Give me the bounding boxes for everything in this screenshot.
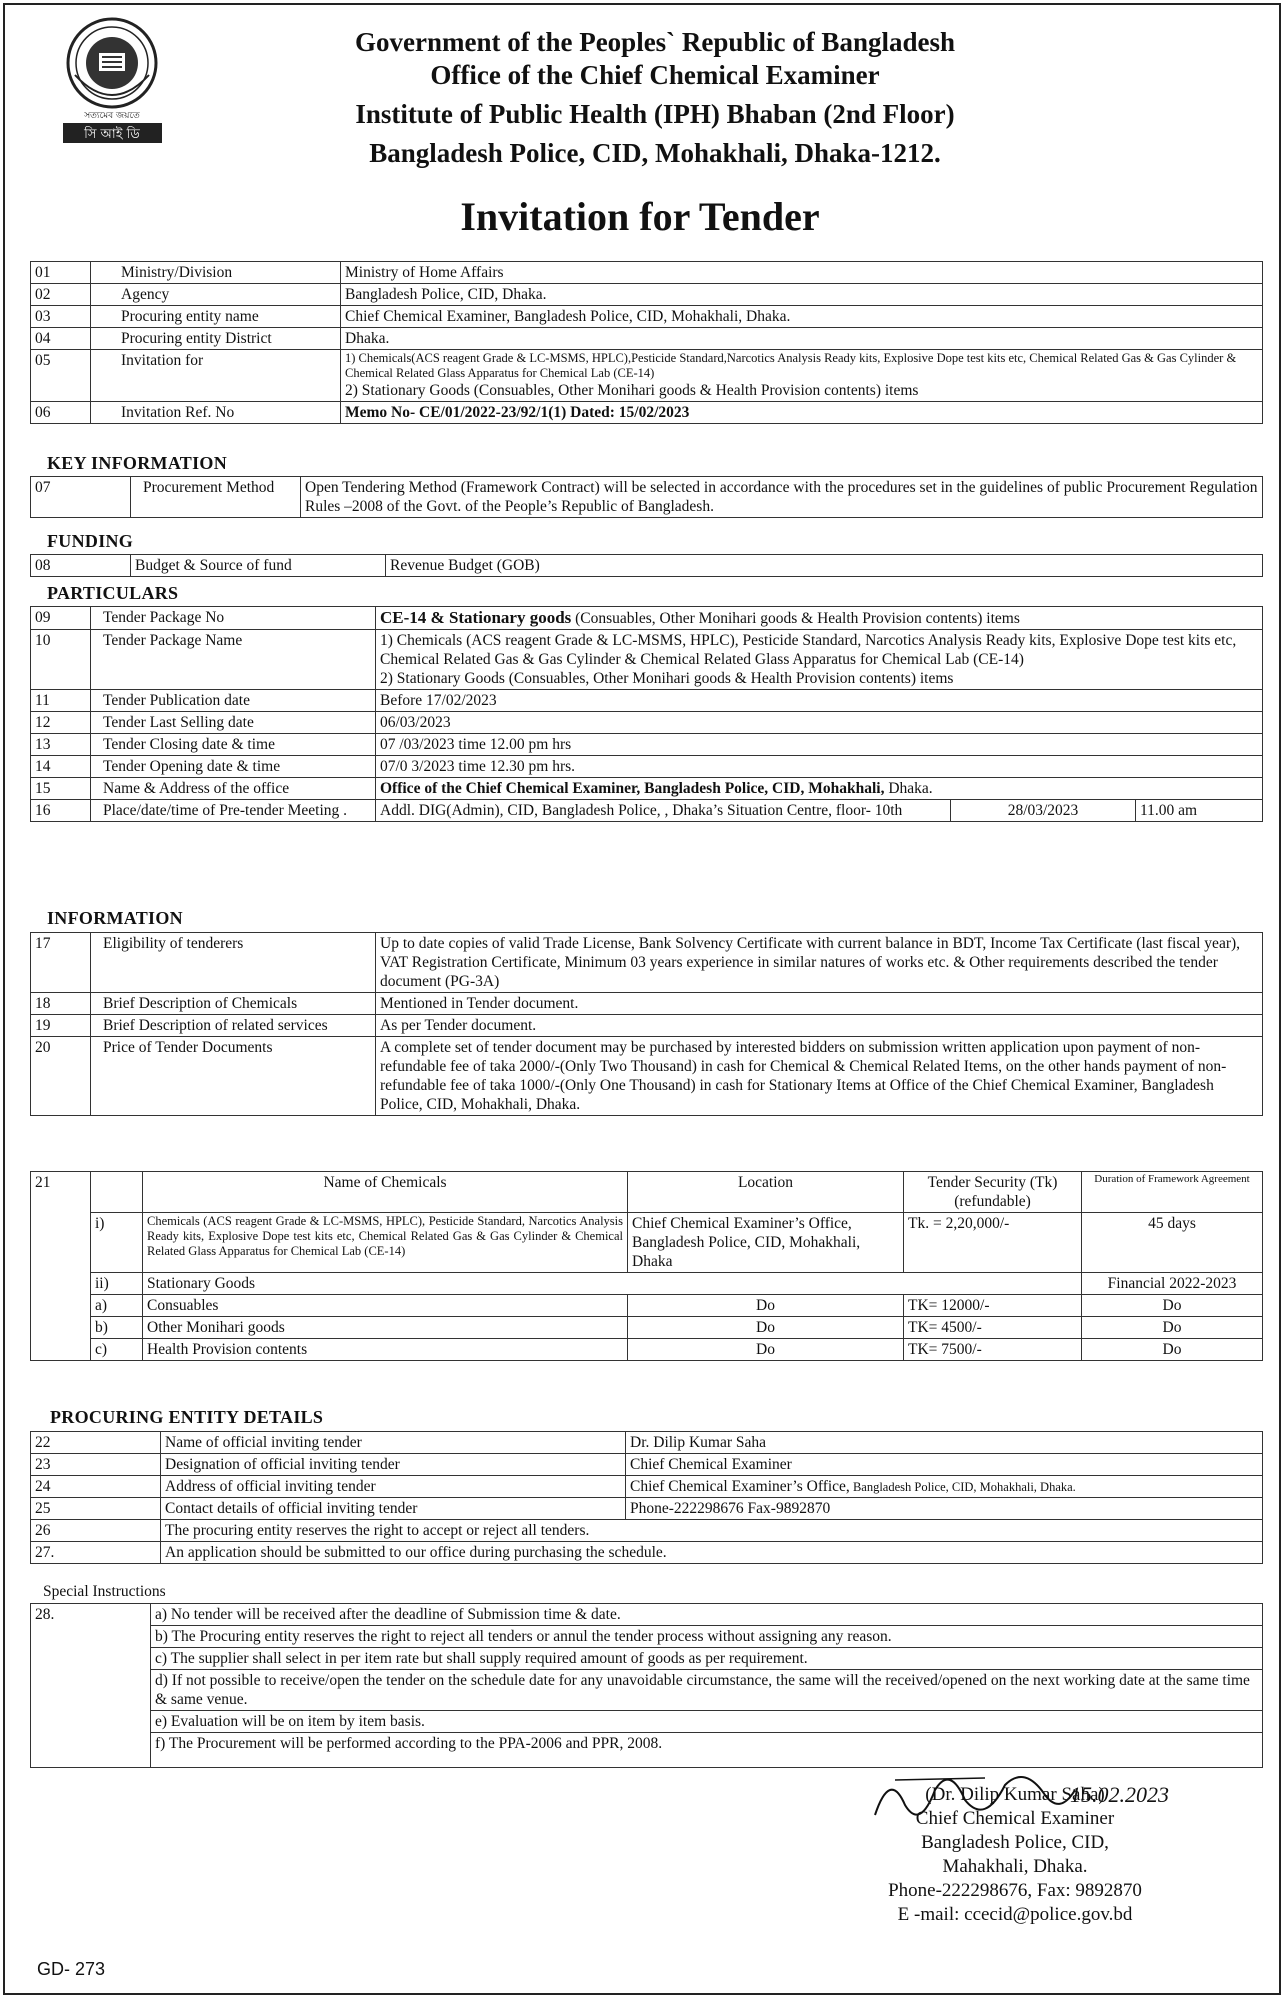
table-row: 03 Procuring entity name Chief Chemical Examiner, Bangladesh Police, CID, Mohakhali, Dhaka. xyxy=(31,306,1263,328)
table-row: c) The supplier shall select in per item rate but shall supply required amount of goods as per requirement. xyxy=(31,1648,1263,1670)
table-row: 06 Invitation Ref. No Memo No- CE/01/2022-23/92/1(1) Dated: 15/02/2023 xyxy=(31,402,1263,424)
section-procuring-entity: PROCURING ENTITY DETAILS xyxy=(50,1407,324,1427)
footer-code: GD- 273 xyxy=(37,1959,106,1979)
table-row: 26 The procuring entity reserves the right to accept or reject all tenders. xyxy=(31,1520,1263,1542)
table-row: 15 Name & Address of the office Office of the Chief Chemical Examiner, Bangladesh Police, CID, Mohakhali, Dhaka. xyxy=(31,778,1263,800)
table-row: 04 Procuring entity District Dhaka. xyxy=(31,328,1263,350)
security-table xyxy=(30,1171,1263,1361)
table-row: 28. a) No tender will be received after the deadline of Submission time & date. xyxy=(31,1604,1263,1626)
table-row: 08 Budget & Source of fund Revenue Budget (GOB) xyxy=(31,555,1263,577)
table-row: 01 Ministry/Division Ministry of Home Affairs xyxy=(31,262,1263,284)
table-row: i) Chemicals (ACS reagent Grade & LC-MSMS, HPLC), Pesticide Standard, Narcotics Analysis Ready kits, Explosive Dope test kits etc, Chemical Related Gas & Gas Cylinder & Chemical Related Glass Apparatus for Chemical Lab (CE-14) Chief Chemical Examiner’s Office, Bangladesh Police, CID, Mohakhali, Dhaka Tk. = 2,20,000/- 45 days xyxy=(31,1213,1263,1273)
section-funding: FUNDING xyxy=(47,531,134,551)
header-office: Office of the Chief Chemical Examiner xyxy=(430,60,880,90)
table-row: d) If not possible to receive/open the tender on the schedule date for any unavoidable circumstance, the same will the received/opened on the next working date at the same time & same venue. xyxy=(31,1670,1263,1711)
table-row: b) The Procuring entity reserves the right to reject all tenders or annul the tender process without assigning any reason. xyxy=(31,1626,1263,1648)
table-row: f) The Procurement will be performed according to the PPA-2006 and PPR, 2008. xyxy=(31,1733,1263,1768)
header-government: Government of the Peoples` Republic of Bangladesh xyxy=(355,27,955,57)
table-row: 20 Price of Tender Documents A complete set of tender document may be purchased by interested bidders on submission written application upon payment of non-refundable fee of taka 2000/-(Only Two Thousand) in cash for Chemical & Chemical Related Items, on the other hands payment of non-refundable fee of taka 1000/-(Only One Thousand) in cash for Stationary Items at Office of the Chief Chemical Examiner, Bangladesh Police, CID, Mohakhali, Dhaka. xyxy=(31,1037,1263,1116)
table-row: c) Health Provision contents Do TK= 7500/- Do xyxy=(31,1339,1263,1361)
svg-text:15.02.2023: 15.02.2023 xyxy=(1070,1782,1169,1807)
table-row: ii) Stationary Goods Financial 2022-2023 xyxy=(31,1273,1263,1295)
table-row: 09 Tender Package No CE-14 & Stationary goods (Consuables, Other Monihari goods & Health Provision contents) items xyxy=(31,607,1263,630)
general-table xyxy=(30,261,1263,424)
special-instructions-table xyxy=(30,1603,1263,1768)
table-row: 05 Invitation for 1) Chemicals(ACS reagent Grade & LC-MSMS, HPLC),Pesticide Standard,Narcotics Analysis Ready kits, Explosive Dope test kits etc, Chemical Related Gas & Gas Cylinder & Chemical Related Glass Apparatus for Chemical Lab (CE-14) 2) Stationary Goods (Consuables, Other Monihari goods & Health Provision contents) items xyxy=(31,350,1263,402)
section-information: INFORMATION xyxy=(47,908,183,928)
table-row: 13 Tender Closing date & time 07 /03/2023 time 12.00 pm hrs xyxy=(31,734,1263,756)
table-row: b) Other Monihari goods Do TK= 4500/- Do xyxy=(31,1317,1263,1339)
cid-emblem-icon xyxy=(55,15,170,145)
table-row: 17 Eligibility of tenderers Up to date copies of valid Trade License, Bank Solvency Certificate with current balance in BDT, Income Tax Certificate (last fiscal year), VAT Registration Certificate, Minimum 03 years experience in similar natures of works etc. & Other requirements described the tender document (PG-3A) xyxy=(31,933,1263,993)
table-row: 02 Agency Bangladesh Police, CID, Dhaka. xyxy=(31,284,1263,306)
particulars-table xyxy=(30,606,1263,822)
signature-block: (Dr. Dilip Kumar Saha) Chief Chemical Examiner Bangladesh Police, CID, Mahakhali, Dhaka. Phone-222298676, Fax: 9892870 E -mail: ccecid@police.gov.bd xyxy=(888,1784,1142,1925)
funding-table xyxy=(30,554,1263,577)
key-information-table xyxy=(30,476,1263,518)
table-row: 16 Place/date/time of Pre-tender Meeting . Addl. DIG(Admin), CID, Bangladesh Police, , Dhaka’s Situation Centre, floor- 10th 28/03/2023 11.00 am xyxy=(31,800,1263,822)
table-row: 21 Name of Chemicals Location Tender Security (Tk) (refundable) Duration of Framework Agreement xyxy=(31,1172,1263,1213)
table-row: 14 Tender Opening date & time 07/0 3/2023 time 12.30 pm hrs. xyxy=(31,756,1263,778)
table-row: 19 Brief Description of related services As per Tender document. xyxy=(31,1015,1263,1037)
table-row: 23 Designation of official inviting tender Chief Chemical Examiner xyxy=(31,1454,1263,1476)
information-table xyxy=(30,932,1263,1116)
table-row: 07 Procurement Method Open Tendering Method (Framework Contract) will be selected in accordance with the procedures set in the guidelines of public Procurement Regulation Rules –2008 of the Govt. of the People’s Republic of Bangladesh. xyxy=(31,477,1263,518)
header-address: Bangladesh Police, CID, Mohakhali, Dhaka-1212. xyxy=(369,138,941,168)
svg-text:সি আই ডি: সি আই ডি xyxy=(84,127,140,142)
table-row: 11 Tender Publication date Before 17/02/2023 xyxy=(31,690,1263,712)
special-instructions-heading: Special Instructions xyxy=(43,1583,166,1600)
procuring-table xyxy=(30,1431,1263,1564)
header-institute: Institute of Public Health (IPH) Bhaban (2nd Floor) xyxy=(355,99,955,129)
table-row: 24 Address of official inviting tender Chief Chemical Examiner’s Office, Bangladesh Police, CID, Mohakhali, Dhaka. xyxy=(31,1476,1263,1498)
section-particulars: PARTICULARS xyxy=(47,583,179,603)
table-row: 22 Name of official inviting tender Dr. Dilip Kumar Saha xyxy=(31,1432,1263,1454)
table-row: 27. An application should be submitted to our office during purchasing the schedule. xyxy=(31,1542,1263,1564)
table-row: a) Consuables Do TK= 12000/- Do xyxy=(31,1295,1263,1317)
table-row: 12 Tender Last Selling date 06/03/2023 xyxy=(31,712,1263,734)
table-row: 18 Brief Description of Chemicals Mentioned in Tender document. xyxy=(31,993,1263,1015)
section-key-information: KEY INFORMATION xyxy=(47,453,227,473)
table-row: 25 Contact details of official inviting tender Phone-222298676 Fax-9892870 xyxy=(31,1498,1263,1520)
page-title: Invitation for Tender xyxy=(460,194,820,239)
svg-text:সত্যমেব জয়তে: সত্যমেব জয়তে xyxy=(84,111,140,121)
table-row: e) Evaluation will be on item by item basis. xyxy=(31,1711,1263,1733)
tender-notice-page xyxy=(3,3,1281,1995)
table-row: 10 Tender Package Name 1) Chemicals (ACS reagent Grade & LC-MSMS, HPLC), Pesticide Standard, Narcotics Analysis Ready kits, Explosive Dope test kits etc, Chemical Related Gas & Gas Cylinder & Chemical Related Glass Apparatus for Chemical Lab (CE-14) 2) Stationary Goods (Consuables, Other Monihari goods & Health Provision contents) items xyxy=(31,630,1263,690)
